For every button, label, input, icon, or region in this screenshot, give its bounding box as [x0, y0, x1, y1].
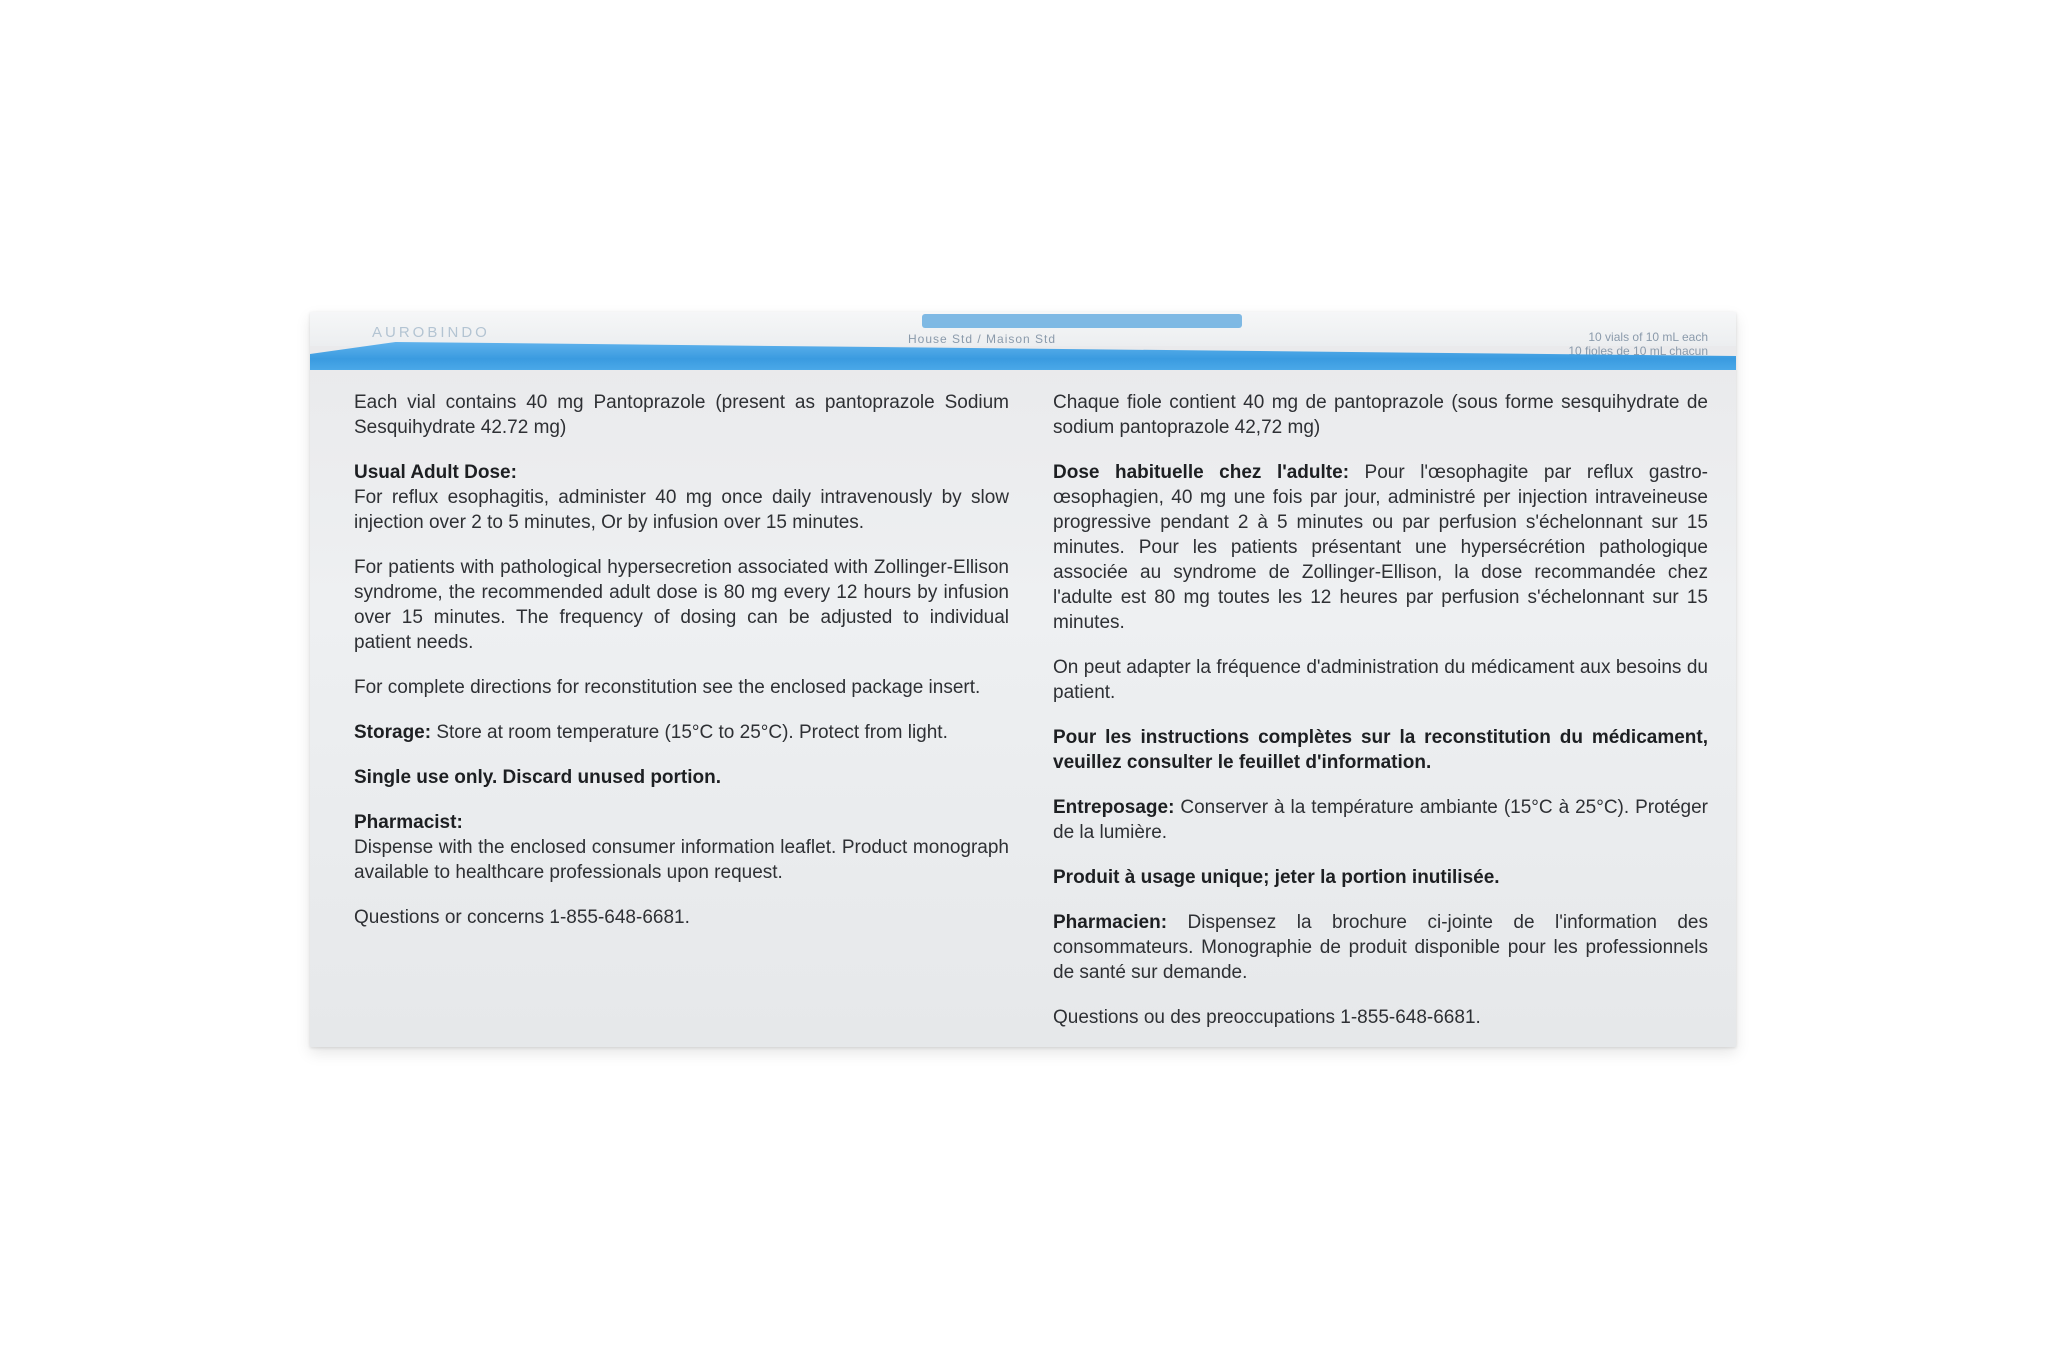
pharmacist-section-fr	[1053, 910, 1708, 985]
single-use-en: Single use only. Discard unused portion.	[354, 767, 722, 788]
blue-stripe	[310, 342, 1736, 370]
questions-fr: Questions ou des preoccupations 1-855-648-6681.	[1053, 1007, 1481, 1028]
storage-heading-fr: Entreposage:	[1053, 797, 1175, 818]
storage-section-en	[354, 720, 1009, 745]
contents-en: Each vial contains 40 mg Pantoprazole (present as pantoprazole Sodium Sesquihydrate 42.72 mg)	[354, 392, 1009, 438]
questions-en: Questions or concerns 1-855-648-6681.	[354, 907, 690, 928]
reconstitution-text-fr: Pour les instructions complètes sur la reconstitution du médicament, veuillez consulter le feuillet d'information.	[1053, 727, 1708, 773]
dose-text-fr: Pour l'œsophagite par reflux gastro-œsophagien, 40 mg une fois par jour, administré per injection intraveineuse progressive pendant 2 à 5 minutes ou par perfusion s'échelonnant sur 15 minutes. Pour les patients présentant une hypersécrétion pathologique associée au syndrome de Zollinger-Ellison, la dose recommandée chez l'adulte est 80 mg toutes les 12 heures par perfusion s'échelonnant sur 15 minutes.	[1053, 462, 1708, 633]
vial-count-fr: 10 fioles de 10 mL chacun	[1568, 344, 1708, 358]
brand-name-bar	[922, 314, 1242, 328]
pharmacist-text-en: Dispense with the enclosed consumer information leaflet. Product monograph available to healthcare professionals upon request.	[354, 837, 1009, 883]
frequency-text-fr: On peut adapter la fréquence d'administration du médicament aux besoins du patient.	[1053, 657, 1708, 703]
dose-section-en	[354, 460, 1009, 535]
french-column	[1053, 390, 1708, 1050]
pharmacist-section-en	[354, 810, 1009, 885]
vial-count	[1568, 330, 1708, 358]
pharmacist-text-fr: Dispensez la brochure ci-jointe de l'information des consommateurs. Monographie de produit disponible pour les professionnels de santé sur demande.	[1053, 912, 1708, 983]
dose-heading-en: Usual Adult Dose:	[354, 462, 517, 483]
manufacturer-logo: AUROBINDO	[372, 324, 490, 341]
label-panel	[310, 370, 1736, 1047]
dose-text-en: For reflux esophagitis, administer 40 mg once daily intravenously by slow injection over 2 to 5 minutes, Or by infusion over 15 minutes.	[354, 487, 1009, 533]
box-top-edge	[310, 312, 1736, 358]
vial-count-en: 10 vials of 10 mL each	[1588, 330, 1708, 344]
single-use-fr: Produit à usage unique; jeter la portion inutilisée.	[1053, 867, 1500, 888]
storage-text-fr: Conserver à la température ambiante (15°C à 25°C). Protéger de la lumière.	[1053, 797, 1708, 843]
storage-text-en: Store at room temperature (15°C to 25°C). Protect from light.	[431, 722, 948, 743]
medicine-box	[310, 312, 1736, 1047]
storage-heading-en: Storage:	[354, 722, 432, 743]
pharmacist-heading-fr: Pharmacien:	[1053, 912, 1168, 933]
pharmacist-heading-en: Pharmacist:	[354, 812, 463, 833]
contents-fr: Chaque fiole contient 40 mg de pantoprazole (sous forme sesquihydrate de sodium pantoprazole 42,72 mg)	[1053, 392, 1708, 438]
english-column	[354, 390, 1009, 950]
zollinger-text-en: For patients with pathological hypersecretion associated with Zollinger-Ellison syndrome, the recommended adult dose is 80 mg every 12 hours by infusion over 15 minutes. The frequency of dosing can be adjusted to individual patient needs.	[354, 557, 1009, 653]
dose-section-fr	[1053, 460, 1708, 635]
dose-heading-fr: Dose habituelle chez l'adulte:	[1053, 462, 1350, 483]
reconstitution-text-en: For complete directions for reconstitution see the enclosed package insert.	[354, 677, 981, 698]
box-subtitle: House Std / Maison Std	[908, 332, 1057, 346]
storage-section-fr	[1053, 795, 1708, 845]
